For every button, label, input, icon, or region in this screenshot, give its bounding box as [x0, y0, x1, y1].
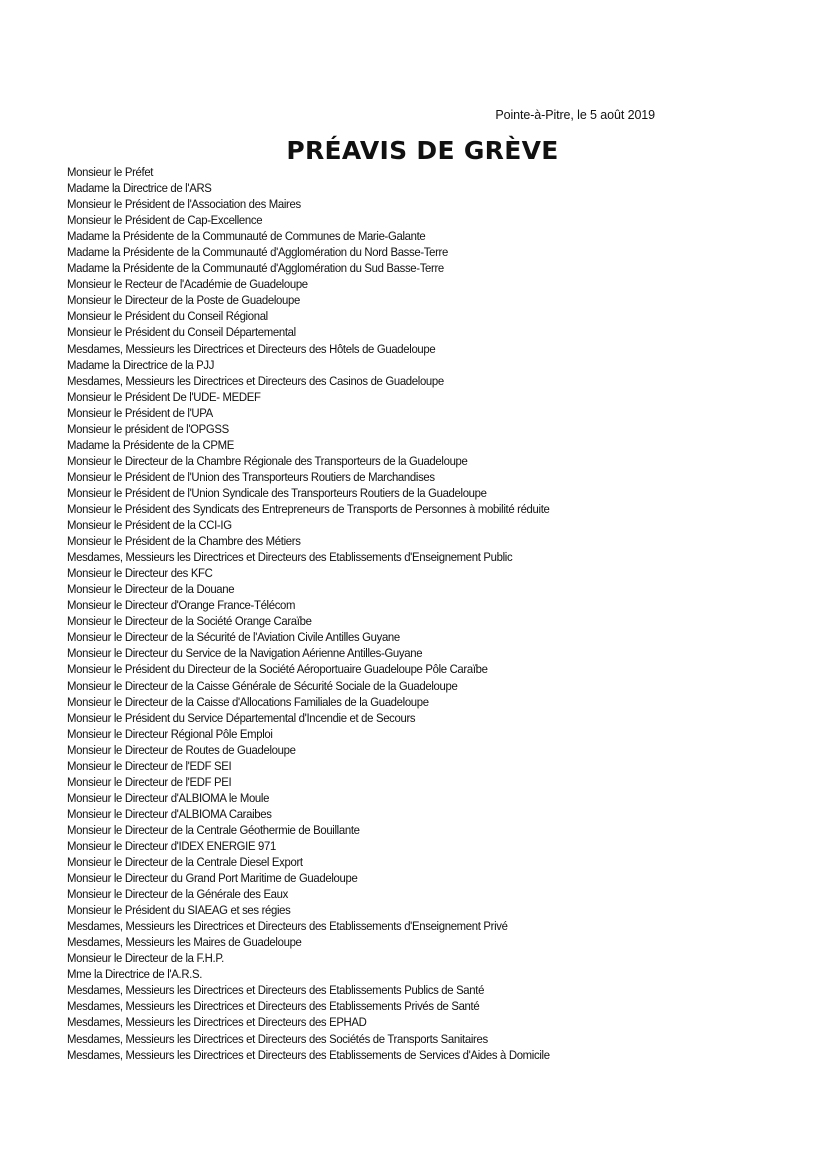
recipient-line: Monsieur le Président du SIAEAG et ses régies: [67, 903, 291, 918]
recipient-line: Madame la Présidente de la Communauté d'Agglomération du Sud Basse-Terre: [67, 261, 444, 276]
recipient-line: Monsieur le Directeur d'ALBIOMA Caraibes: [67, 806, 272, 821]
recipient-line: Monsieur le Président de l'Union des Transporteurs Routiers de Marchandises: [67, 469, 435, 484]
recipient-line: Monsieur le Directeur de la Caisse d'Allocations Familiales de la Guadeloupe: [67, 694, 429, 709]
recipient-line: Monsieur le Président de Cap-Excellence: [67, 213, 263, 228]
date-line: Pointe-à-Pitre, le 5 août 2019: [495, 108, 655, 122]
recipient-line: Monsieur le Président du Directeur de la Société Aéroportuaire Guadeloupe Pôle Caraïbe: [67, 662, 488, 677]
recipient-line: Monsieur le Président du Conseil Départemental: [67, 325, 296, 340]
recipient-line: Monsieur le Directeur de l'EDF PEI: [67, 774, 232, 789]
recipient-line: Monsieur le Président de l'Association des Maires: [67, 197, 301, 212]
recipient-line: Mesdames, Messieurs les Directrices et Directeurs des EPHAD: [67, 1015, 367, 1030]
recipient-line: Monsieur le Président de la CCI-IG: [67, 518, 232, 533]
recipient-line: Monsieur le Directeur de la Douane: [67, 582, 235, 597]
recipient-line: Monsieur le Directeur d'IDEX ENERGIE 971: [67, 838, 277, 853]
recipient-line: Monsieur le Directeur de la Caisse Générale de Sécurité Sociale de la Guadeloupe: [67, 678, 458, 693]
recipient-line: Monsieur le Président du Conseil Régional: [67, 309, 268, 324]
recipient-line: Monsieur le Président De l'UDE- MEDEF: [67, 389, 261, 404]
recipient-line: Monsieur le Préfet: [67, 165, 154, 179]
recipient-line: Monsieur le Directeur de la Centrale Géothermie de Bouillante: [67, 822, 360, 837]
recipient-line: Madame la Directrice de l'ARS: [67, 181, 212, 196]
recipient-line: Mesdames, Messieurs les Directrices et Directeurs des Etablissements Privés de Santé: [67, 999, 480, 1014]
recipient-line: Monsieur le Président de l'Union Syndicale des Transporteurs Routiers de la Guadeloupe: [67, 485, 487, 500]
recipient-line: Mesdames, Messieurs les Directrices et Directeurs des Etablissements d'Enseignement Privé: [67, 919, 508, 934]
recipient-line: Monsieur le Directeur de la Sécurité de l'Aviation Civile Antilles Guyane: [67, 630, 400, 645]
recipient-line: Monsieur le Directeur de l'EDF SEI: [67, 758, 232, 773]
recipient-line: Monsieur le Président du Service Départemental d'Incendie et de Secours: [67, 710, 416, 725]
recipient-line: Mesdames, Messieurs les Directrices et Directeurs des Etablissements d'Enseignement Public: [67, 550, 513, 565]
recipient-line: Madame la Présidente de la Communauté d'Agglomération du Nord Basse-Terre: [67, 245, 448, 260]
recipient-line: Madame la Directrice de la PJJ: [67, 357, 215, 372]
recipient-list: [67, 164, 586, 1063]
recipient-line: Monsieur le Directeur d'ALBIOMA le Moule: [67, 790, 270, 805]
document-title: PRÉAVIS DE GRÈVE: [286, 136, 559, 165]
recipient-line: Monsieur le Directeur de la Société Orange Caraïbe: [67, 614, 312, 629]
recipient-line: Monsieur le Directeur de la Générale des Eaux: [67, 887, 288, 902]
recipient-line: Monsieur le Directeur de Routes de Guadeloupe: [67, 742, 296, 757]
recipient-line: Monsieur le Président de l'UPA: [67, 405, 213, 420]
recipient-line: Monsieur le Directeur d'Orange France-Télécom: [67, 598, 296, 613]
recipient-line: Mesdames, Messieurs les Maires de Guadeloupe: [67, 935, 302, 950]
recipient-line: Monsieur le Directeur des KFC: [67, 566, 213, 581]
recipient-line: Madame la Présidente de la Communauté de Communes de Marie-Galante: [67, 229, 426, 244]
recipient-line: Monsieur le Recteur de l'Académie de Guadeloupe: [67, 277, 308, 292]
recipient-line: Monsieur le Président des Syndicats des Entrepreneurs de Transports de Personnes à mobilité réduite: [67, 501, 550, 516]
recipient-line: Madame la Présidente de la CPME: [67, 437, 234, 452]
recipient-line: Monsieur le Directeur de la Centrale Diesel Export: [67, 855, 303, 870]
recipient-line: Monsieur le Directeur Régional Pôle Emploi: [67, 726, 273, 741]
recipient-line: Monsieur le président de l'OPGSS: [67, 421, 229, 436]
recipient-line: Mme la Directrice de l'A.R.S.: [67, 967, 203, 982]
recipient-line: Monsieur le Président de la Chambre des Métiers: [67, 534, 301, 549]
recipient-line: Mesdames, Messieurs les Directrices et Directeurs des Casinos de Guadeloupe: [67, 373, 444, 388]
recipient-line: Monsieur le Directeur de la F.H.P.: [67, 951, 224, 966]
recipient-line: Mesdames, Messieurs les Directrices et Directeurs des Sociétés de Transports Sanitaires: [67, 1031, 488, 1046]
recipient-line: Monsieur le Directeur de la Chambre Régionale des Transporteurs de la Guadeloupe: [67, 453, 468, 468]
recipient-line: Monsieur le Directeur du Grand Port Maritime de Guadeloupe: [67, 871, 358, 886]
recipient-line: Monsieur le Directeur du Service de la Navigation Aérienne Antilles-Guyane: [67, 646, 423, 661]
recipient-line: Monsieur le Directeur de la Poste de Guadeloupe: [67, 293, 300, 308]
recipient-line: Mesdames, Messieurs les Directrices et Directeurs des Etablissements de Services d'Aides à Domicile: [67, 1047, 550, 1062]
recipient-line: Mesdames, Messieurs les Directrices et Directeurs des Hôtels de Guadeloupe: [67, 341, 436, 356]
recipient-line: Mesdames, Messieurs les Directrices et Directeurs des Etablissements Publics de Santé: [67, 983, 485, 998]
